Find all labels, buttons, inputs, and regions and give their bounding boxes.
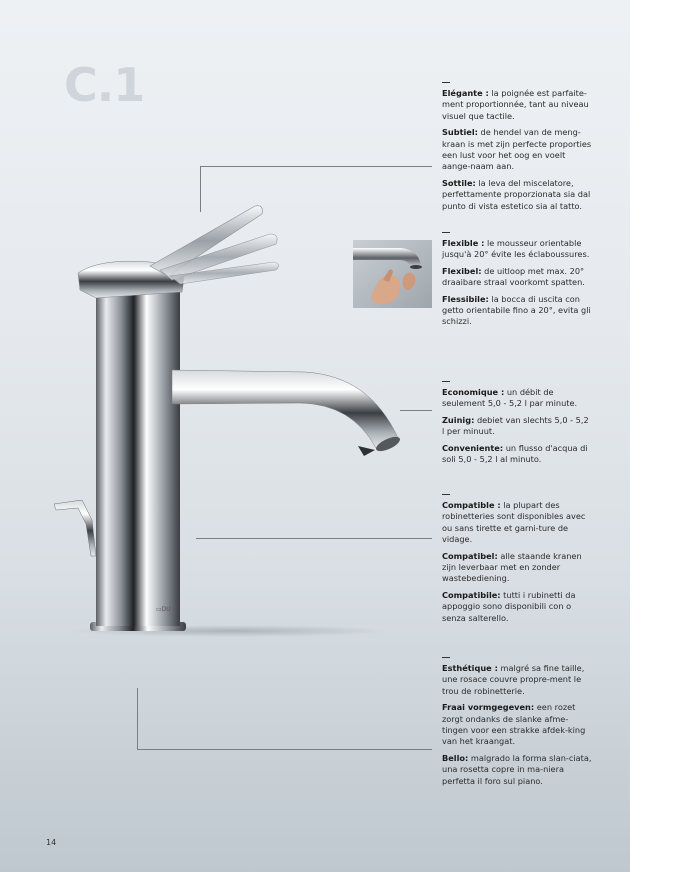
leader-line-1-drop — [200, 166, 201, 212]
feature-para: Compatibile: tutti i rubinetti da appoggio sono disponibili con o senza salterello. — [442, 589, 576, 623]
feature-para: Flexible : le mousseur orientable jusqu'à 20° évite les éclaboussures. — [442, 238, 590, 260]
dash-divider — [442, 657, 450, 658]
feature-para: Subtiel: de hendel van de meng-kraan is met zijn perfecte proporties een lust voor het oog en voelt aange-naam aan. — [442, 127, 592, 172]
dash-divider — [442, 381, 450, 382]
feature-para: Flessibile: la bocca di uscita con getto orientabile fino a 20°, evita gli schizzi. — [442, 293, 591, 327]
model-title: C.1 — [64, 58, 145, 112]
dash-divider — [442, 82, 450, 83]
feature-block-aesthetics — [442, 657, 592, 792]
leader-line-5-rise — [137, 688, 138, 750]
feature-para: Compatible : la plupart des robinetteries sont disponibles avec ou sans tirette et garni-ture de vidage. — [442, 500, 586, 545]
feature-para: Compatibel: alle staande kranen zijn leverbaar met en zonder wastebediening. — [442, 550, 582, 584]
leader-line-1 — [200, 166, 432, 167]
feature-block-economy — [442, 381, 592, 470]
inset-aerator-photo — [353, 240, 432, 308]
feature-para: Zuinig: debiet van slechts 5,0 - 5,2 l per minuut. — [442, 414, 589, 437]
feature-para: Fraai vormgegeven: een rozet zorgt ondanks de slanke afme-tingen voor een strakke afdek-king van het kraangat. — [442, 702, 586, 747]
leader-line-4 — [196, 538, 432, 539]
page-number: 14 — [46, 838, 57, 847]
brand-logo: ▭DU — [156, 606, 171, 613]
dash-divider — [442, 494, 450, 495]
feature-para: Esthétique : malgré sa fine taille, une rosace couvre propre-ment le trou de robinetterie. — [442, 663, 585, 696]
feature-para: Conveniente: un flusso d'acqua di soli 5,0 - 5,2 l al minuto. — [442, 442, 588, 465]
feature-para: Bello: malgrado la forma slan-ciata, una rosetta copre in ma-niera perfetta il foro sul piano. — [442, 752, 592, 786]
feature-block-flexible — [442, 232, 592, 333]
dash-divider — [442, 232, 450, 233]
leader-line-3 — [400, 410, 432, 411]
feature-para: Sottile: la leva del miscelatore, perfettamente proporzionata sia dal punto di vista estetico sia al tatto. — [442, 177, 591, 211]
feature-para: Flexibel: de uitloop met max. 20° draaibare straal voorkomt spatten. — [442, 265, 585, 288]
feature-para: Elégante : la poignée est parfaite-ment proportionnée, tant au niveau visuel que tactile. — [442, 88, 589, 121]
feature-para: Economique : un débit de seulement 5,0 - 5,2 l par minute. — [442, 387, 578, 409]
feature-block-compatibility — [442, 494, 592, 629]
feature-block-elegance — [442, 82, 592, 217]
leader-line-5 — [137, 749, 432, 750]
